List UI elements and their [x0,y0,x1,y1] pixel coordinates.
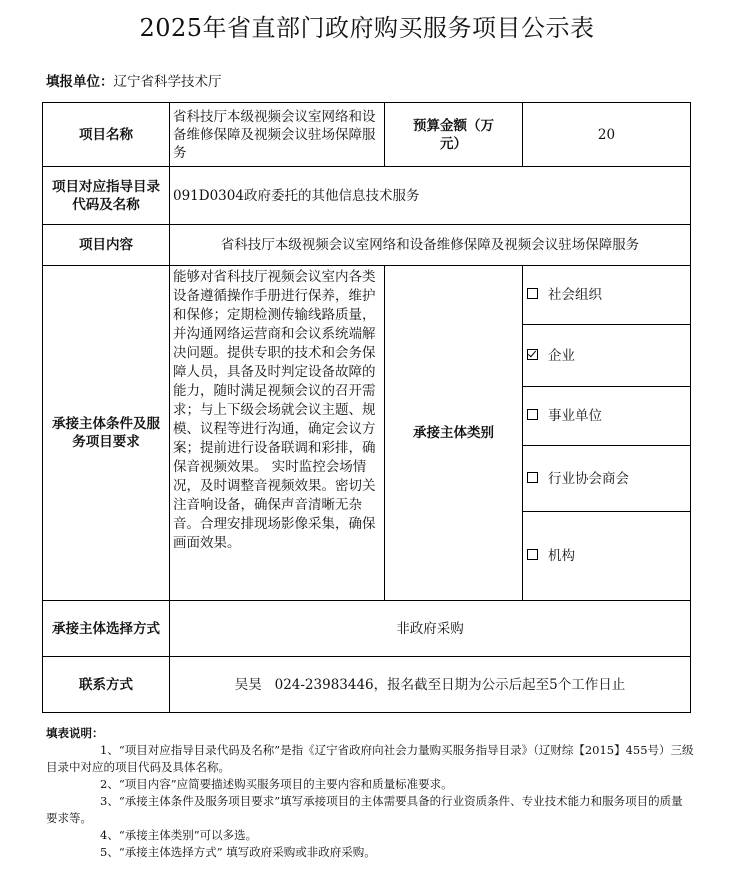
requirements-label: 承接主体条件及服务项目要求 [43,266,170,601]
project-table [42,102,691,713]
note-item: 4、“承接主体类别”可以多选。 [100,828,258,842]
note-item: 1、“项目对应指导目录代码及名称”是指《辽宁省政府向社会力量购买服务指导目录》（辽财综【2015】455号）三级目录中对应的项目代码及具体名称。 [46,743,694,774]
category-option[interactable] [523,446,691,512]
note-item: 5、“承接主体选择方式” 填写政府采购或非政府采购。 [100,845,376,859]
category-option[interactable] [523,512,691,601]
category-label: 承接主体类别 [385,266,523,601]
reporting-unit [46,70,222,90]
note-item: 3、“承接主体条件及服务项目要求”填写承接项目的主体需要具备的行业资质条件、专业技术能力和服务项目的质量要求等。 [46,794,683,825]
category-option-label: 企业 [548,347,575,364]
checkbox-icon[interactable] [527,288,538,299]
page-title: 2025年省直部门政府购买服务项目公示表 [139,14,595,42]
selection-value: 非政府采购 [170,601,691,657]
contact-value: 吴昊 024-23983446，报名截至日期为公示后起至5个工作日止 [170,657,691,713]
row-content [43,225,691,266]
selection-label: 承接主体选择方式 [43,601,170,657]
category-option[interactable] [523,387,691,446]
budget-value: 20 [523,103,691,167]
checkbox-icon[interactable] [527,472,538,483]
catalog-label: 项目对应指导目录代码及名称 [43,167,170,225]
reporting-unit-value: 辽宁省科学技术厅 [113,74,222,90]
checkbox-icon[interactable] [527,409,538,420]
content-value: 省科技厅本级视频会议室网络和设备维修保障及视频会议驻场保障服务 [170,225,691,266]
row-selection [43,601,691,657]
category-option-label: 行业协会商会 [548,470,629,487]
category-option[interactable] [523,325,691,387]
row-catalog [43,167,691,225]
category-option-label: 事业单位 [548,408,602,424]
row-requirements [43,266,691,325]
category-option[interactable] [523,266,691,325]
form-notes [46,725,694,861]
contact-label: 联系方式 [43,657,170,713]
project-name-label: 项目名称 [43,103,170,167]
category-option-label: 社会组织 [548,287,602,303]
note-item: 2、“项目内容”应简要描述购买服务项目的主要内容和质量标准要求。 [100,777,453,791]
category-option-label: 机构 [548,548,575,564]
project-name-value: 省科技厅本级视频会议室网络和设备维修保障及视频会议驻场保障服务 [170,103,385,167]
notes-heading: 填表说明： [46,726,104,740]
checkbox-icon[interactable] [527,549,538,560]
reporting-unit-label: 填报单位： [46,74,114,90]
row-project-name [43,103,691,167]
requirements-value: 能够对省科技厅视频会议室内各类设备遵循操作手册进行保养，维护和保修；定期检测传输线路质量，并沟通网络运营商和会议系统端解决问题。提供专职的技术和会务保障人员，具备及时判定设备故障的能力，随时满足视频会议的召开需求；与上下级会场就会议主题、规模、议程等进行沟通，确定会议方案；提前进行设备联调和彩排，确保音视频效果。 实时监控会场情况，及时调整音视频效果。密切关注音响设备，确保声音清晰无杂音。合理安排现场影像采集，确保画面效果。 [170,266,385,601]
row-contact [43,657,691,713]
catalog-value: 091D0304政府委托的其他信息技术服务 [170,167,691,225]
checked-checkbox-icon[interactable] [527,349,538,360]
content-label: 项目内容 [43,225,170,266]
budget-label: 预算金额（万元） [385,103,523,167]
